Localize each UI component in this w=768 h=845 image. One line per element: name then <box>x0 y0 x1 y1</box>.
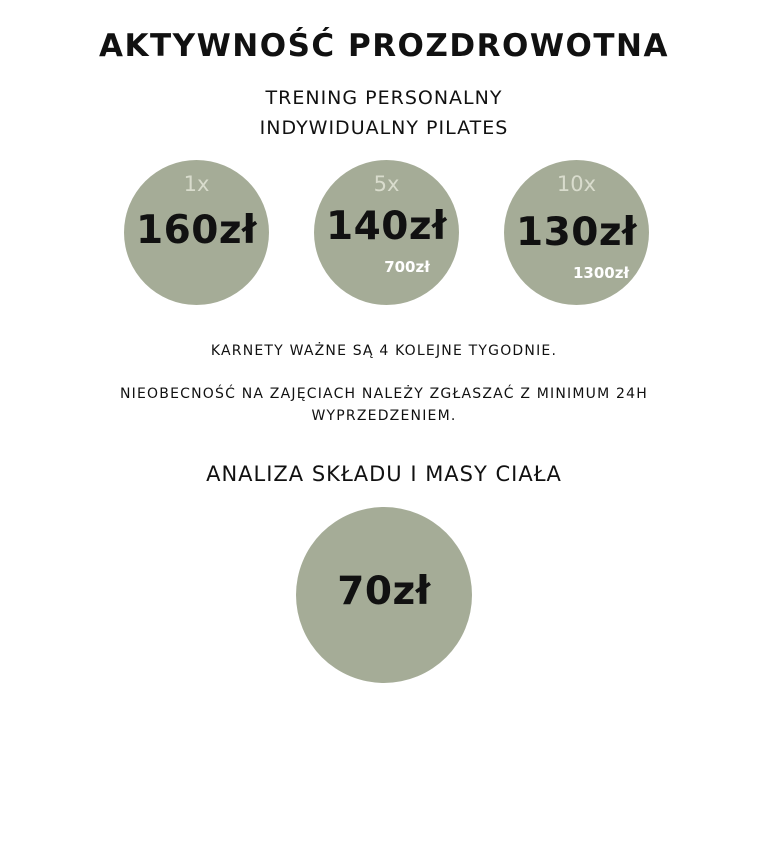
price-circle-1x <box>124 160 269 305</box>
page-title: AKTYWNOŚĆ PROZDROWOTNA <box>99 28 669 64</box>
price-circle-10x <box>504 160 649 305</box>
analysis-price: 70zł <box>337 569 431 614</box>
package-total: 700zł <box>384 258 430 276</box>
price-per-session: 130zł <box>515 210 638 255</box>
absence-note: NIEOBECNOŚĆ NA ZAJĘCIACH NALEŻY ZGŁASZAĆ Z MINIMUM 24H WYPRZEDZENIEM. <box>120 386 648 424</box>
price-per-session: 140zł <box>325 204 448 249</box>
session-count: 5x <box>373 172 400 196</box>
session-count: 10x <box>556 172 597 196</box>
package-total: 1300zł <box>572 264 630 282</box>
price-per-session: 160zł <box>135 208 258 253</box>
price-circle-5x <box>314 160 459 305</box>
analysis-title: ANALIZA SKŁADU I MASY CIAŁA <box>206 462 562 486</box>
subtitle-line-2: INDYWIDUALNY PILATES <box>259 117 509 139</box>
subtitle-line-1: TRENING PERSONALNY <box>265 87 503 109</box>
session-count: 1x <box>183 172 210 196</box>
analysis-price-circle <box>296 507 472 683</box>
validity-note: KARNETY WAŻNE SĄ 4 KOLEJNE TYGODNIE. <box>210 343 558 359</box>
